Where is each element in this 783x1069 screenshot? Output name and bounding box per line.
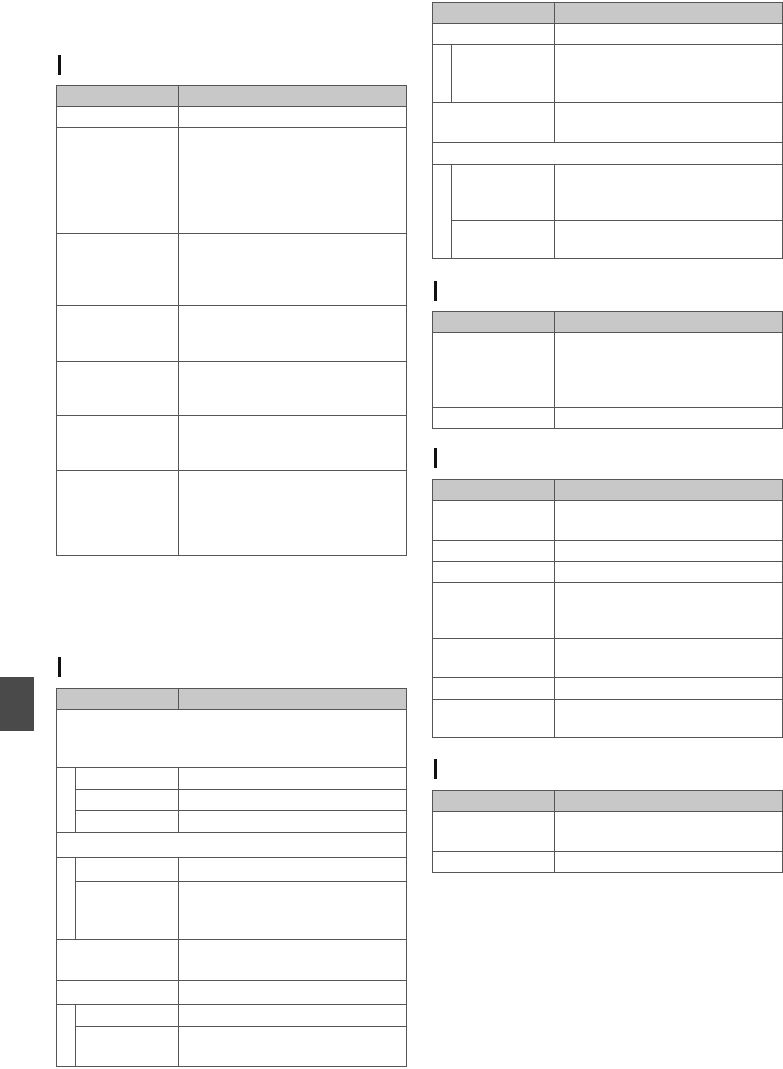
table-header-row xyxy=(433,480,783,501)
header-cell xyxy=(555,312,783,333)
table-cell xyxy=(555,24,783,45)
table-cell xyxy=(179,1027,407,1067)
table-cell xyxy=(179,940,407,981)
table-row xyxy=(433,812,783,852)
table-row xyxy=(433,639,783,678)
table-cell xyxy=(179,858,407,882)
table-row xyxy=(57,128,407,234)
section-marker xyxy=(434,281,437,301)
chapter-side-tab xyxy=(0,677,34,731)
table-cell xyxy=(179,790,407,811)
table-row xyxy=(57,768,407,790)
spec-table xyxy=(432,479,783,738)
table-cell xyxy=(433,852,555,873)
table-cell xyxy=(555,541,783,562)
spec-table xyxy=(432,311,783,429)
table-row xyxy=(57,107,407,128)
table-cell xyxy=(555,562,783,583)
header-cell xyxy=(433,791,555,812)
table-cell xyxy=(433,639,555,678)
table-row xyxy=(433,501,783,541)
indent-cell xyxy=(57,858,76,940)
table-group-row xyxy=(433,143,783,165)
table-cell xyxy=(57,416,179,471)
table-cell xyxy=(555,103,783,143)
table-row xyxy=(57,981,407,1005)
header-cell xyxy=(555,3,783,24)
table-row xyxy=(57,790,407,811)
table-cell xyxy=(555,45,783,103)
header-cell xyxy=(433,480,555,501)
table-cell xyxy=(179,107,407,128)
table-cell xyxy=(57,107,179,128)
table-row xyxy=(433,583,783,639)
table-cell xyxy=(179,416,407,471)
table-row xyxy=(57,1005,407,1027)
table-cell xyxy=(555,700,783,738)
table-cell xyxy=(452,165,555,221)
table-cell xyxy=(57,710,407,768)
section-marker xyxy=(58,55,61,75)
table-row xyxy=(433,700,783,738)
table-row xyxy=(57,306,407,362)
table-cell xyxy=(179,768,407,790)
table-header-row xyxy=(433,791,783,812)
table-cell xyxy=(57,306,179,362)
table-row xyxy=(57,858,407,882)
indent-cell xyxy=(433,165,452,259)
spec-table xyxy=(432,2,783,259)
table-row xyxy=(57,416,407,471)
table-row xyxy=(433,24,783,45)
header-cell xyxy=(57,689,179,710)
table-cell xyxy=(433,333,555,408)
header-cell xyxy=(555,791,783,812)
table-row xyxy=(433,562,783,583)
table-cell xyxy=(76,858,179,882)
table-cell xyxy=(433,501,555,541)
table-cell xyxy=(433,24,555,45)
table-cell xyxy=(555,333,783,408)
table-row xyxy=(57,1027,407,1067)
header-cell xyxy=(433,312,555,333)
table-row xyxy=(57,362,407,416)
table-row xyxy=(433,45,783,103)
table-cell xyxy=(57,471,179,556)
header-cell xyxy=(179,86,407,107)
table-cell xyxy=(452,45,555,103)
table-cell xyxy=(76,882,179,940)
header-cell xyxy=(555,480,783,501)
table-cell xyxy=(555,678,783,700)
table-cell xyxy=(76,811,179,833)
table-cell xyxy=(57,362,179,416)
table-cell xyxy=(555,408,783,429)
table-cell xyxy=(433,143,783,165)
table-cell xyxy=(179,471,407,556)
table-cell xyxy=(452,221,555,259)
header-cell xyxy=(57,86,179,107)
table-row xyxy=(57,811,407,833)
table-group-row xyxy=(57,833,407,858)
header-cell xyxy=(433,3,555,24)
table-cell xyxy=(179,981,407,1005)
table-cell xyxy=(433,812,555,852)
indent-cell xyxy=(433,45,452,103)
table-header-row xyxy=(433,312,783,333)
table-cell xyxy=(555,583,783,639)
table-header-row xyxy=(57,86,407,107)
table-header-row xyxy=(433,3,783,24)
table-row xyxy=(57,940,407,981)
table-cell xyxy=(76,768,179,790)
spec-table xyxy=(56,688,407,1067)
table-cell xyxy=(179,128,407,234)
table-cell xyxy=(57,981,179,1005)
table-cell xyxy=(433,103,555,143)
table-row xyxy=(433,852,783,873)
table-cell xyxy=(555,501,783,541)
table-header-row xyxy=(57,689,407,710)
table-cell xyxy=(179,1005,407,1027)
section-marker xyxy=(434,448,437,468)
spec-table xyxy=(432,790,783,873)
table-cell xyxy=(433,583,555,639)
table-cell xyxy=(76,1005,179,1027)
indent-cell xyxy=(57,768,76,833)
table-row xyxy=(433,165,783,221)
table-row xyxy=(57,882,407,940)
table-cell xyxy=(57,940,179,981)
indent-cell xyxy=(57,1005,76,1067)
header-cell xyxy=(179,689,407,710)
table-cell xyxy=(555,165,783,221)
table-row xyxy=(433,333,783,408)
table-cell xyxy=(179,234,407,306)
spec-table xyxy=(56,85,407,556)
table-cell xyxy=(57,128,179,234)
table-cell xyxy=(76,790,179,811)
table-cell xyxy=(555,221,783,259)
table-row xyxy=(433,678,783,700)
table-cell xyxy=(57,234,179,306)
table-cell xyxy=(179,882,407,940)
table-row xyxy=(433,221,783,259)
table-cell xyxy=(76,1027,179,1067)
table-row xyxy=(433,103,783,143)
table-cell xyxy=(179,362,407,416)
table-cell xyxy=(57,833,407,858)
section-marker xyxy=(434,759,437,779)
table-cell xyxy=(555,852,783,873)
table-cell xyxy=(433,700,555,738)
table-group-row xyxy=(57,710,407,768)
table-row xyxy=(433,408,783,429)
table-row xyxy=(57,234,407,306)
table-cell xyxy=(555,812,783,852)
table-cell xyxy=(433,562,555,583)
table-cell xyxy=(433,541,555,562)
table-row xyxy=(57,471,407,556)
table-cell xyxy=(433,408,555,429)
table-cell xyxy=(433,678,555,700)
table-cell xyxy=(179,811,407,833)
section-marker xyxy=(58,657,61,677)
table-cell xyxy=(555,639,783,678)
table-cell xyxy=(179,306,407,362)
table-row xyxy=(433,541,783,562)
